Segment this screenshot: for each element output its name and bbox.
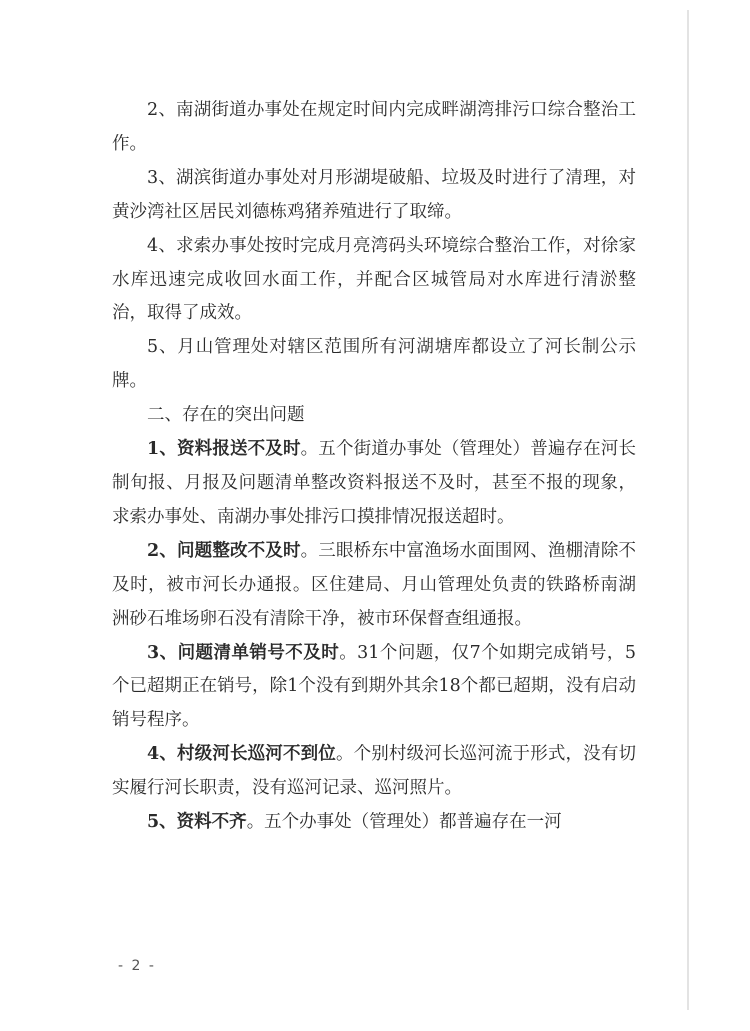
problem-5-body: 。五个办事处（管理处）都普遍存在一河 [246, 812, 562, 833]
paragraph-item-5: 5、月山管理处对辖区范围所有河湖塘库都设立了河长制公示牌。 [112, 337, 636, 392]
problem-5-title: 5、资料不齐 [147, 812, 247, 833]
problem-4-title: 4、村级河长巡河不到位 [147, 744, 336, 765]
problem-4 [112, 738, 636, 806]
problem-4-body: 。个别村级河长巡河流于形式，没有切实履行河长职责，没有巡河记录、巡河照片。 [112, 744, 636, 799]
page-number: - 2 - [118, 958, 156, 974]
document-body [112, 94, 636, 840]
section-heading: 二、存在的突出问题 [147, 405, 305, 426]
problem-2-title: 2、问题整改不及时 [147, 540, 301, 561]
problem-5 [112, 806, 636, 840]
problem-2 [112, 535, 636, 637]
problem-3 [112, 637, 636, 739]
problem-1-title: 1、资料报送不及时 [147, 439, 301, 460]
paragraph-item-4: 4、求索办事处按时完成月亮湾码头环境综合整治工作，对徐家水库迅速完成收回水面工作，并配合区城管局对水库进行清淤整治，取得了成效。 [112, 235, 636, 324]
problem-1 [112, 433, 636, 535]
problem-2-body: 。三眼桥东中富渔场水面围网、渔棚清除不及时，被市河长办通报。区住建局、月山管理处负责的铁路桥南湖洲砂石堆场卵石没有清除干净，被市环保督查组通报。 [112, 540, 636, 629]
problem-3-title: 3、问题清单销号不及时 [147, 642, 340, 663]
paragraph-item-2: 2、南湖街道办事处在规定时间内完成畔湖湾排污口综合整治工作。 [112, 100, 636, 154]
page-edge-line [687, 10, 689, 1010]
problem-3-body: 。31个问题，仅7个如期完成销号，5个已超期正在销号，除1个没有到期外其余18个都已超期，没有启动销号程序。 [112, 642, 636, 731]
paragraph-item-3: 3、湖滨街道办事处对月形湖堤破船、垃圾及时进行了清理，对黄沙湾社区居民刘德栋鸡猪养殖进行了取缔。 [112, 167, 636, 222]
problem-1-body: 。五个街道办事处（管理处）普遍存在河长制旬报、月报及问题清单整改资料报送不及时，甚至不报的现象，求索办事处、南湖办事处排污口摸排情况报送超时。 [112, 439, 636, 527]
